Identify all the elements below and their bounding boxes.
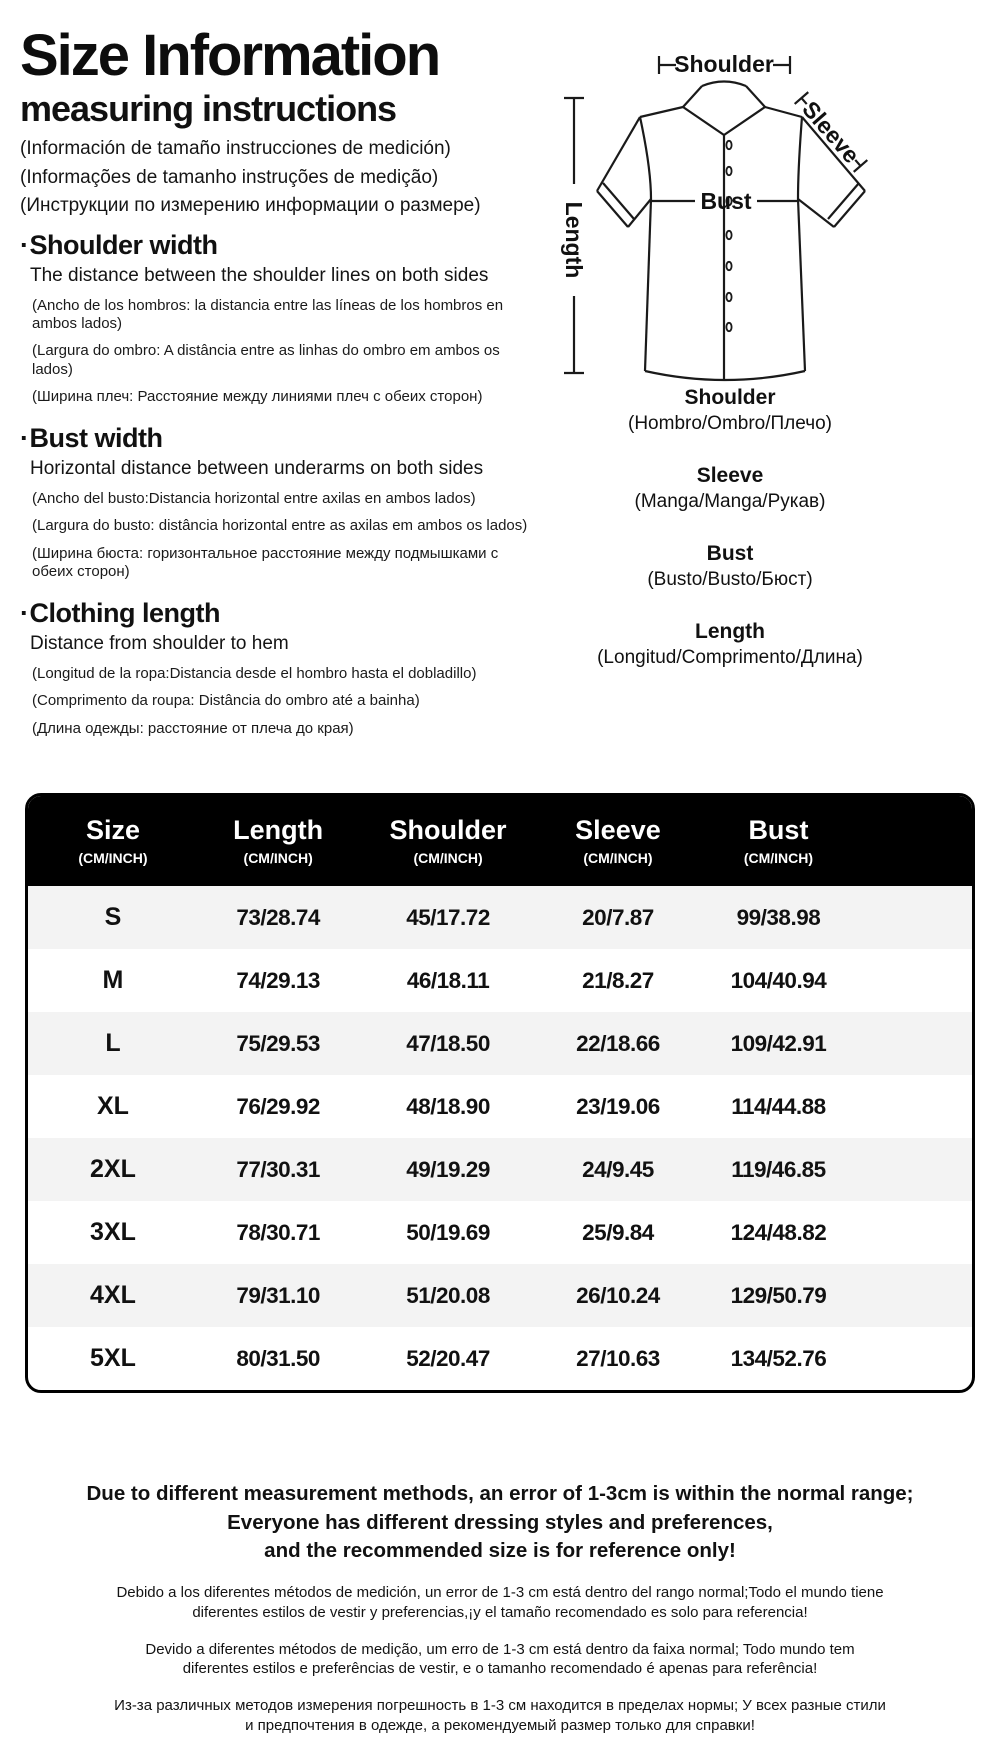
section-translation-ru: (Ширина бюста: горизонтальное расстояние между подмышками с обеих сторон) xyxy=(32,544,499,580)
section-title xyxy=(20,423,530,454)
table-row-l xyxy=(28,1012,972,1075)
column-title: Sleeve xyxy=(575,814,661,845)
legend-item-length xyxy=(560,619,900,671)
legend-translation: (Longitud/Comprimento/Длина) xyxy=(597,646,863,668)
cell-bust: 119/46.85 xyxy=(731,1156,826,1182)
subtitle-translation-es: (Información de tamaño instrucciones de medición) xyxy=(20,138,451,160)
size-table xyxy=(25,793,975,1393)
measuring-sections xyxy=(20,230,530,755)
disclaimer-block xyxy=(0,1480,1000,1736)
subtitle-translations xyxy=(20,135,550,221)
bullet-glyph: · xyxy=(20,423,29,454)
column-unit: (CM/INCH) xyxy=(583,849,653,866)
section-translation-ru: (Длина одежды: расстояние от плеча до края) xyxy=(32,719,354,737)
cell-shoulder: 46/18.11 xyxy=(406,967,490,993)
disclaimer-en xyxy=(0,1480,1000,1566)
column-header-length xyxy=(198,814,358,866)
legend-term: Sleeve xyxy=(696,463,764,487)
table-row-4xl xyxy=(28,1264,972,1327)
cell-length: 76/29.92 xyxy=(236,1093,320,1119)
cell-size: 2XL xyxy=(90,1155,136,1183)
bust-label: Bust xyxy=(700,188,752,214)
cell-length: 78/30.71 xyxy=(236,1219,320,1245)
column-title: Size xyxy=(85,814,140,845)
cell-shoulder: 45/17.72 xyxy=(406,904,490,930)
cell-sleeve: 26/10.24 xyxy=(576,1282,660,1308)
section-translation-pt: (Comprimento da roupa: Distância do ombro até a bainha) xyxy=(32,692,420,710)
disclaimer-es xyxy=(0,1583,1000,1623)
cell-bust: 109/42.91 xyxy=(730,1030,827,1056)
bullet-glyph: · xyxy=(20,230,29,260)
length-label: Length xyxy=(561,201,587,279)
disclaimer-es-line: diferentes estilos de vestir y preferencias,¡y el tamaño recomendado es solo para referencia! xyxy=(192,1603,808,1621)
disclaimer-pt-line: diferentes estilos e preferências de vestir, e o tamanho recomendado é apenas para referência! xyxy=(182,1660,818,1678)
sleeve-indicator xyxy=(792,90,871,175)
section-description: The distance between the shoulder lines on both sides xyxy=(30,265,489,287)
button xyxy=(726,293,731,301)
column-title: Bust xyxy=(748,814,809,845)
button xyxy=(726,141,731,149)
cell-size: M xyxy=(102,966,124,994)
section-clothing-length xyxy=(20,598,530,738)
cell-length: 74/29.13 xyxy=(236,967,320,993)
legend-item-shoulder xyxy=(560,385,900,437)
column-unit: (CM/INCH) xyxy=(413,849,483,866)
section-title-text: Clothing length xyxy=(29,598,220,629)
cell-shoulder: 47/18.50 xyxy=(406,1030,490,1056)
disclaimer-ru xyxy=(0,1696,1000,1736)
disclaimer-en-line: and the recommended size is for reference only! xyxy=(264,1539,736,1563)
cell-size: XL xyxy=(96,1092,129,1120)
table-row-2xl xyxy=(28,1138,972,1201)
cell-shoulder: 50/19.69 xyxy=(406,1219,490,1245)
cell-size: 5XL xyxy=(90,1344,136,1372)
cell-size: 3XL xyxy=(90,1218,136,1246)
bullet-glyph: · xyxy=(20,598,29,629)
cell-shoulder: 51/20.08 xyxy=(406,1282,490,1308)
cell-size: S xyxy=(104,903,122,931)
column-unit: (CM/INCH) xyxy=(78,849,148,866)
size-table-header xyxy=(28,796,972,886)
cell-sleeve: 24/9.45 xyxy=(582,1156,654,1182)
cell-sleeve: 25/9.84 xyxy=(582,1219,654,1245)
disclaimer-en-line: Everyone has different dressing styles and preferences, xyxy=(227,1510,773,1534)
column-unit: (CM/INCH) xyxy=(243,849,313,866)
column-title: Length xyxy=(233,814,324,845)
column-header-size xyxy=(28,814,198,866)
button xyxy=(726,231,731,239)
table-row-s xyxy=(28,886,972,949)
cell-shoulder: 49/19.29 xyxy=(406,1156,490,1182)
cell-shoulder: 52/20.47 xyxy=(406,1345,490,1371)
subtitle-translation-ru: (Инструкции по измерению информации о размере) xyxy=(20,195,481,217)
section-title xyxy=(20,230,530,261)
legend-translation: (Hombro/Ombro/Плечо) xyxy=(628,413,832,435)
section-translation-pt: (Largura do busto: distância horizontal entre as axilas em ambos os lados) xyxy=(32,517,528,535)
disclaimer-es-line: Debido a los diferentes métodos de medición, un error de 1-3 cm está dentro del rango normal;Todo el mundo tiene xyxy=(116,1584,884,1602)
cell-bust: 104/40.94 xyxy=(730,967,827,993)
table-row-xl xyxy=(28,1075,972,1138)
section-title xyxy=(20,598,530,629)
column-header-bust xyxy=(698,814,858,866)
section-title-text: Bust width xyxy=(29,423,163,454)
section-translation-pt: (Largura do ombro: A distância entre as linhas do ombro em ambos os lados) xyxy=(32,342,500,378)
sleeve-label: Sleeve xyxy=(797,95,865,169)
disclaimer-en-line: Due to different measurement methods, an error of 1-3cm is within the normal range; xyxy=(86,1482,914,1505)
header-block xyxy=(20,23,550,221)
column-header-shoulder xyxy=(358,814,537,866)
cell-bust: 134/52.76 xyxy=(730,1345,827,1371)
legend-translation: (Manga/Manga/Рукав) xyxy=(634,491,826,513)
cell-bust: 124/48.82 xyxy=(730,1219,827,1245)
shoulder-indicator xyxy=(659,51,790,77)
cell-bust: 114/44.88 xyxy=(731,1093,826,1119)
bust-indicator xyxy=(651,188,798,214)
cell-shoulder: 48/18.90 xyxy=(406,1093,490,1119)
cell-size: 4XL xyxy=(90,1281,136,1309)
cell-bust: 99/38.98 xyxy=(736,904,821,930)
legend-term: Bust xyxy=(706,541,754,565)
button xyxy=(726,323,731,331)
disclaimer-pt-line: Devido a diferentes métodos de medição, um erro de 1-3 cm está dentro da faixa normal; Todo mundo tem xyxy=(145,1640,855,1658)
section-translation-es: (Ancho del busto:Distancia horizontal entre axilas en ambos lados) xyxy=(32,490,476,508)
section-translation-es: (Longitud de la ropa:Distancia desde el hombro hasta el dobladillo) xyxy=(32,665,477,683)
shirt-measurement-diagram xyxy=(552,48,897,386)
cell-length: 75/29.53 xyxy=(236,1030,320,1056)
cell-sleeve: 22/18.66 xyxy=(576,1030,660,1056)
table-row-m xyxy=(28,949,972,1012)
column-header-sleeve xyxy=(538,814,698,866)
section-description: Distance from shoulder to hem xyxy=(30,633,289,655)
cell-sleeve: 20/7.87 xyxy=(582,904,654,930)
section-translation-ru: (Ширина плеч: Расстояние между линиями плеч с обеих сторон) xyxy=(32,387,483,405)
button xyxy=(726,167,731,175)
cell-sleeve: 27/10.63 xyxy=(576,1345,660,1371)
length-indicator xyxy=(561,98,587,373)
legend-term: Shoulder xyxy=(684,386,776,409)
cell-sleeve: 21/8.27 xyxy=(582,967,654,993)
page-title: Size Information xyxy=(20,23,440,88)
cell-sleeve: 23/19.06 xyxy=(576,1093,660,1119)
cell-size: L xyxy=(105,1029,121,1057)
shoulder-label: Shoulder xyxy=(674,51,774,77)
table-row-5xl xyxy=(28,1327,972,1390)
column-unit: (CM/INCH) xyxy=(743,849,814,866)
table-row-3xl xyxy=(28,1201,972,1264)
disclaimer-ru-line: и предпочтения в одежде, а рекомендуемый размер только для справки! xyxy=(245,1717,755,1735)
section-title-text: Shoulder width xyxy=(29,230,218,260)
section-bust-width xyxy=(20,423,530,581)
column-title: Shoulder xyxy=(389,814,507,845)
legend-term: Length xyxy=(695,619,765,643)
cell-length: 79/31.10 xyxy=(236,1282,320,1308)
size-table-body xyxy=(28,886,972,1390)
subtitle-translation-pt: (Informações de tamanho instruções de medição) xyxy=(20,166,439,188)
page-subtitle: measuring instructions xyxy=(20,87,397,129)
button xyxy=(726,262,731,270)
diagram-legend xyxy=(560,385,900,697)
cell-length: 73/28.74 xyxy=(236,904,320,930)
section-shoulder-width xyxy=(20,230,530,406)
disclaimer-ru-line: Из-за различных методов измерения погрешность в 1-3 см находится в пределах нормы; У всех разные стили xyxy=(114,1697,886,1715)
section-description: Horizontal distance between underarms on both sides xyxy=(30,458,484,480)
section-translation-es: (Ancho de los hombros: la distancia entre las líneas de los hombros en ambos lados) xyxy=(32,296,504,333)
legend-item-sleeve xyxy=(560,463,900,515)
cell-length: 77/30.31 xyxy=(236,1156,320,1182)
legend-item-bust xyxy=(560,541,900,593)
cell-bust: 129/50.79 xyxy=(730,1282,827,1308)
disclaimer-pt xyxy=(0,1640,1000,1680)
legend-translation: (Busto/Busto/Бюст) xyxy=(647,568,813,590)
cell-length: 80/31.50 xyxy=(236,1345,320,1371)
